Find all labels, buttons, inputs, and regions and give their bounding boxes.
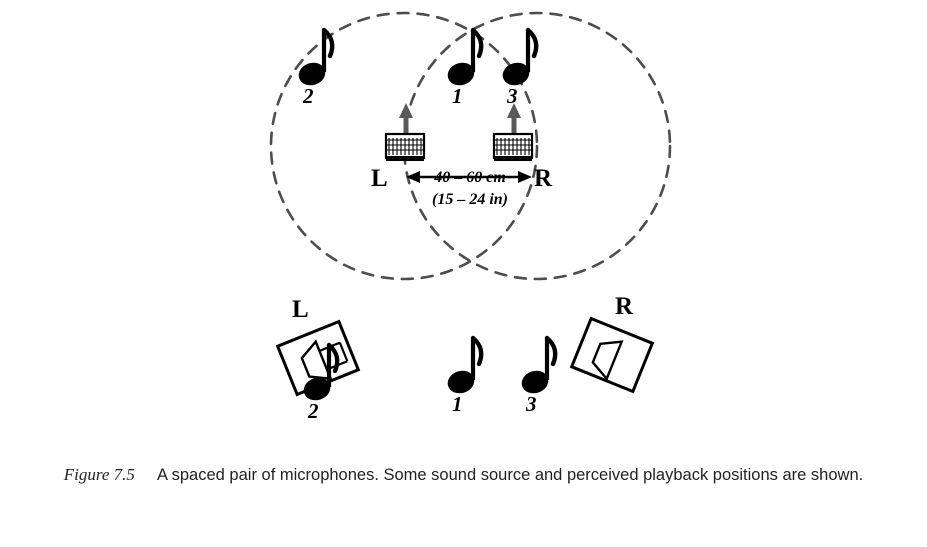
source-note-1-label: 1 [452,84,463,108]
left-mic-direction-arrow [399,103,413,133]
image-note-1 [445,338,481,397]
image-note-3-label: 3 [526,392,537,416]
figure-caption [30,462,897,488]
right-loudspeaker-label: R [615,293,634,320]
image-note-3 [519,338,555,397]
image-note-1-label: 1 [452,392,463,416]
left-loudspeaker-label: L [292,296,309,323]
source-note-3-label: 3 [507,84,518,108]
left-microphone [386,134,424,161]
source-note-1 [445,30,481,89]
mic-spacing-imperial-label: (15 – 24 in) [432,191,508,208]
image-note-2-label: 2 [308,399,319,423]
figure-caption-text: A spaced pair of microphones. Some sound source and perceived playback positions are shown. [156,466,864,484]
figure-number-label: Figure 7.5 [63,465,135,484]
source-note-2-label: 2 [303,84,314,108]
right-loudspeaker [572,319,653,392]
mic-spacing-metric-label: 40 – 60 cm [434,169,506,186]
right-microphone [494,134,532,161]
left-mic-label: L [371,165,388,192]
right-mic-label: R [534,165,553,192]
